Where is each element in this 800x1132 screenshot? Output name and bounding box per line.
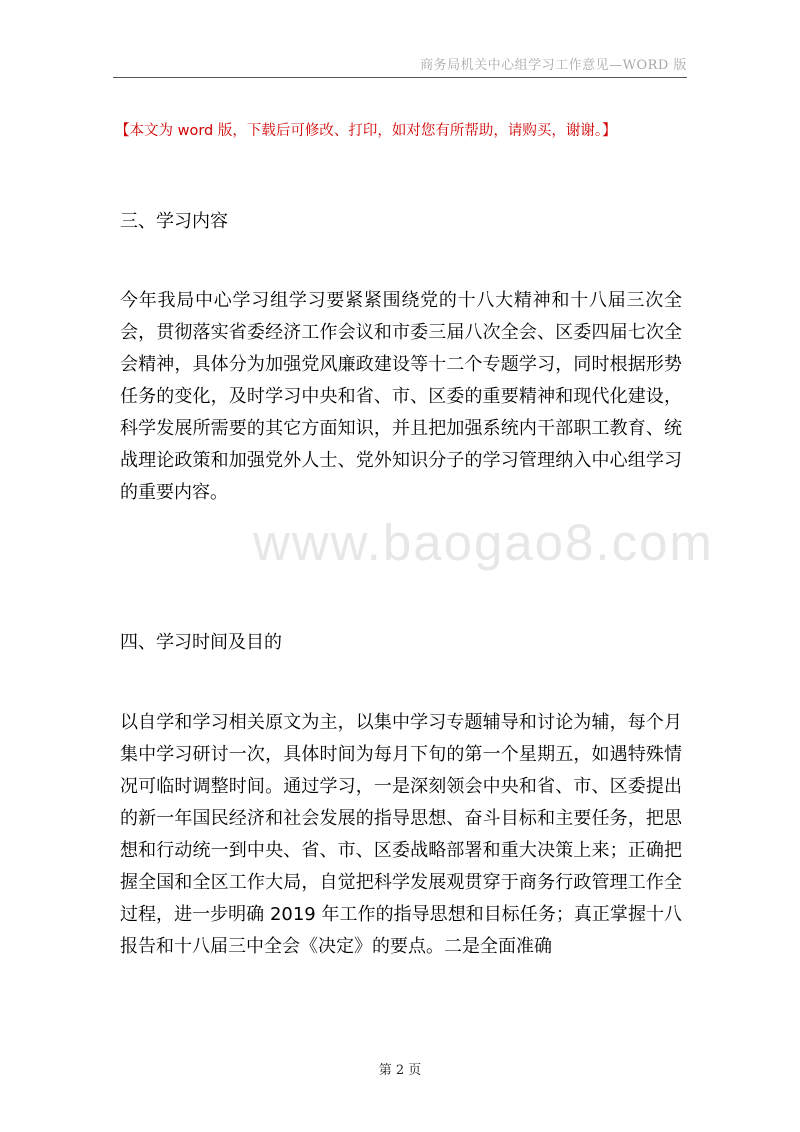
header-divider (113, 77, 687, 78)
site-watermark: www.baogao8.com (253, 514, 714, 571)
section-paragraph-content: 今年我局中心学习组学习要紧紧围绕党的十八大精神和十八届三次全会，贯彻落实省委经济工作会议和市委三届八次全会、区委四届七次全会精神，具体分为加强党风廉政建设等十二个专题学习，同时根据形势任务的变化，及时学习中央和省、市、区委的重要精神和现代化建设，科学发展所需要的其它方面知识，并且把加强系统内干部职工教育、统战理论政策和加强党外人士、党外知识分子的学习管理纳入中心组学习的重要内容。 (120, 290, 682, 503)
download-notice: 【本文为 word 版，下载后可修改、打印，如对您有所帮助，请购买，谢谢。】 (115, 123, 617, 139)
page-number: 第 2 页 (378, 1063, 422, 1078)
section-heading-content: 三、学习内容 (120, 211, 228, 232)
page-header-title: 商务局机关中心组学习工作意见—WORD 版 (420, 58, 687, 73)
section-heading-time-purpose: 四、学习时间及目的 (120, 632, 282, 653)
section-paragraph-time-purpose: 以自学和学习相关原文为主，以集中学习专题辅导和讨论为辅，每个月集中学习研讨一次，具体时间为每月下旬的第一个星期五，如遇特殊情况可临时调整时间。通过学习，一是深刻领会中央和省、市、区委提出的新一年国民经济和社会发展的指导思想、奋斗目标和主要任务，把思想和行动统一到中央、省、市、区委战略部署和重大决策上来；正确把握全国和全区工作大局，自觉把科学发展观贯穿于商务行政管理工作全过程，进一步明确 2019 年工作的指导思想和目标任务；真正掌握十八报告和十八届三中全会《决定》的要点。二是全面准确 (120, 712, 682, 957)
